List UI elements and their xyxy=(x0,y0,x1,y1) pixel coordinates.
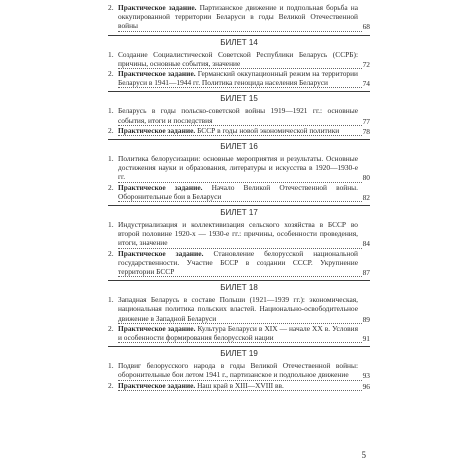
toc-entry[interactable] xyxy=(108,50,370,69)
entry-page: 93 xyxy=(362,371,370,381)
ticket-title: БИЛЕТ 18 xyxy=(220,283,258,293)
entry-page: 96 xyxy=(362,381,370,391)
divider xyxy=(108,139,370,140)
toc-entry[interactable] xyxy=(108,361,370,380)
entry-text xyxy=(118,324,370,343)
entry-number: 1. xyxy=(108,295,114,305)
entry-label: Практическое задание. xyxy=(118,248,204,258)
entry-title: Создание Социалистической Советской Республики Беларусь (ССРБ): причины, основные события, значение xyxy=(118,49,358,68)
entry-text xyxy=(118,361,370,380)
entry-number: 1. xyxy=(108,154,114,164)
entry-number: 2. xyxy=(108,182,114,192)
entry-number: 2. xyxy=(108,125,114,135)
entry-text xyxy=(118,50,370,69)
divider xyxy=(108,280,370,281)
entry-text xyxy=(118,249,370,278)
ticket-title: БИЛЕТ 17 xyxy=(220,208,258,218)
entry-number: 2. xyxy=(108,380,114,390)
entry-title: Становление белорусской национальной государственности. Участие БССР в создании СССР. Укрупнение территории БССР xyxy=(118,248,359,277)
entry-number: 2. xyxy=(108,323,114,333)
entry-label: Практическое задание. xyxy=(118,182,203,192)
entry-page: 68 xyxy=(362,22,370,32)
table-of-contents-page xyxy=(108,3,370,471)
entry-text xyxy=(118,69,370,88)
divider xyxy=(108,346,370,347)
entry-page: 84 xyxy=(362,239,370,249)
toc-entry[interactable] xyxy=(108,3,370,32)
entry-page: 89 xyxy=(362,314,370,324)
entry-number: 1. xyxy=(108,361,114,371)
entry-number: 2. xyxy=(108,3,114,12)
entry-title: БССР в годы новой экономической политики xyxy=(195,125,340,135)
toc-entry[interactable] xyxy=(108,106,370,125)
page-number: 5 xyxy=(361,450,366,460)
entry-page: 72 xyxy=(362,59,370,69)
entry-text xyxy=(118,183,370,202)
entry-number: 2. xyxy=(108,248,114,258)
entry-label: Практическое задание. xyxy=(118,323,196,333)
toc-entry[interactable] xyxy=(108,154,370,183)
entry-text xyxy=(118,3,370,32)
entry-text xyxy=(118,220,370,249)
entry-title: Беларусь в годы польско-советской войны 1919—1921 гг.: основные события, итоги и последствия xyxy=(118,106,358,125)
entry-page: 78 xyxy=(362,126,370,136)
entry-title: Индустриализация и коллективизация сельского хозяйства в БССР во второй половине 1920-х — 1930-е гг.: причины, особенности проведения, итоги, значение xyxy=(118,220,358,248)
entry-page: 77 xyxy=(362,116,370,126)
entry-title: Политика белорусизации: основные мероприятия и результаты. Основные достижения науки и образования, литературы и искусства в 1920—1930-е гг. xyxy=(118,154,358,182)
entry-label: Практическое задание. xyxy=(118,125,196,135)
entry-label: Практическое задание. xyxy=(118,69,196,79)
entry-title: Западная Беларусь в составе Польши (1921—1939 гг.): экономическая, национальная политика польских властей. Национально-освободительное движение в Западной Беларуси xyxy=(118,295,358,323)
entry-page: 74 xyxy=(362,79,370,89)
toc-entry[interactable] xyxy=(108,249,370,278)
entry-number: 2. xyxy=(108,69,114,79)
entry-title: Германский оккупационный режим на территории Беларуси в 1941—1944 гг. Политика геноцида населения Беларуси xyxy=(118,69,358,88)
entry-title: Наш край в XIII—XVIII вв. xyxy=(195,380,284,390)
entry-text xyxy=(118,295,370,324)
toc-entry[interactable] xyxy=(108,324,370,343)
ticket-title: БИЛЕТ 15 xyxy=(220,94,258,104)
toc-entry[interactable] xyxy=(108,69,370,88)
entry-page: 91 xyxy=(362,334,370,344)
toc-entry[interactable] xyxy=(108,220,370,249)
entry-title: Подвиг белорусского народа в годы Великой Отечественной войны: оборонительные бои летом 1941 г., партизанское и подпольное движение xyxy=(118,361,358,380)
ticket-title: БИЛЕТ 14 xyxy=(220,37,258,47)
entry-title: Партизанское движение и подпольная борьба на оккупированной территории Беларуси в годы Великой Отечественной войны xyxy=(118,3,359,31)
entry-label: Практическое задание. xyxy=(118,380,196,390)
toc-entry[interactable] xyxy=(108,381,370,391)
entry-title: Начало Великой Отечественной войны. Оборонительные бои в Беларуси xyxy=(118,182,358,201)
divider xyxy=(108,91,370,92)
entry-text xyxy=(118,154,370,183)
entry-number: 1. xyxy=(108,49,114,59)
entry-page: 82 xyxy=(362,192,370,202)
entry-page: 80 xyxy=(362,173,370,183)
divider xyxy=(108,35,370,36)
entry-text xyxy=(118,381,370,391)
entry-text xyxy=(118,106,370,125)
entry-number: 1. xyxy=(108,106,114,116)
entry-number: 1. xyxy=(108,220,114,230)
toc-entry[interactable] xyxy=(108,295,370,324)
entry-page: 87 xyxy=(362,268,370,278)
toc-entry[interactable] xyxy=(108,126,370,136)
entry-label: Практическое задание. xyxy=(118,3,197,12)
ticket-title: БИЛЕТ 16 xyxy=(220,142,258,152)
entry-text xyxy=(118,126,370,136)
entry-title: Культура Беларуси в XIX — начале XX в. Условия и особенности формирования белорусской нации xyxy=(118,323,359,343)
toc-entry[interactable] xyxy=(108,183,370,202)
ticket-title: БИЛЕТ 19 xyxy=(220,349,258,359)
divider xyxy=(108,205,370,206)
